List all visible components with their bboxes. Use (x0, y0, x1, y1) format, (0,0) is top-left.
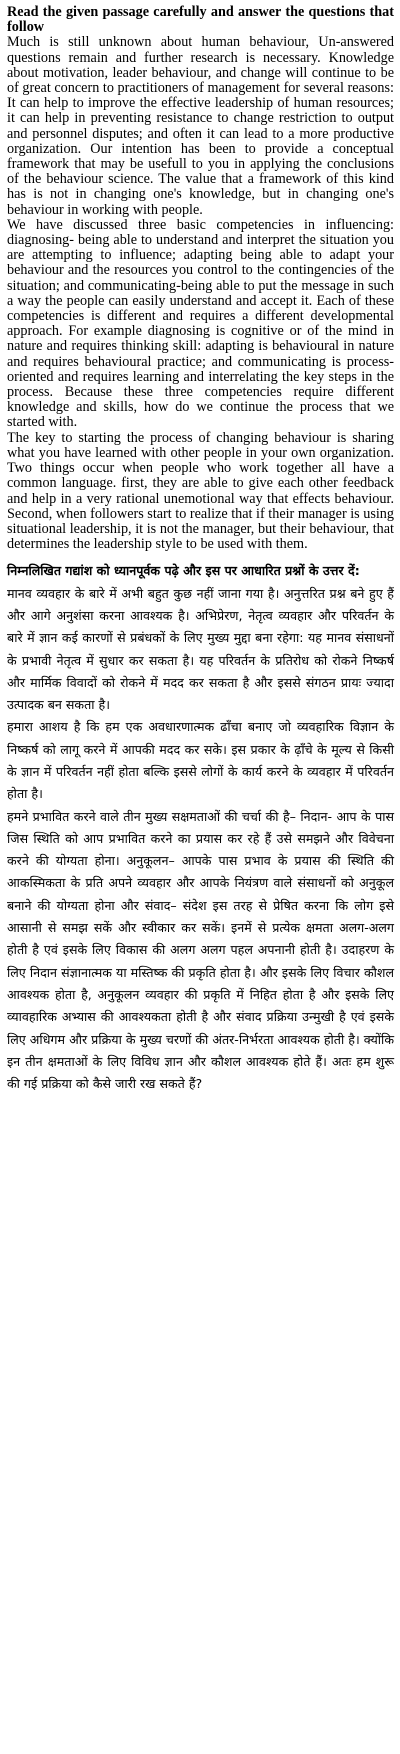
hindi-paragraph: मानव व्यवहार के बारे में अभी बहुत कुछ नहीं जाना गया है। अनुत्तरित प्रश्न बने हुए हैं और आगे अनुशंसा करना आवश्यक है। अभिप्रेरण, नेतृत्व व्यवहार और परिवर्तन के बारे में ज्ञान कई कारणों से प्रबंधकों के लिए मुख्य मुद्दा बना रहेगा: यह मानव संसाधनों के प्रभावी नेतृत्व में सुधार कर सकता है। यह परिवर्तन के प्रतिरोध को रोकने निष्कर्ष और मार्मिक विवादों को रोकने में मदद कर सकता है और इससे संगठन प्रायः ज्यादा उत्पादक बन सकता है। (7, 585, 394, 713)
english-paragraph: We have discussed three basic competencies in influencing: diagnosing- being able to understand and interpret the situation you are attempting to influence; adapting being able to adapt your behaviour and the resources you control to the contingencies of the situation; and communicating-being able to put the message in such a way the people can easily understand and accept it. Each of these competencies is different and requires a different developmental approach. For example diagnosing is cognitive or of the mind in nature and requires thinking skill: adapting is behavioural in nature and requires behavioural practice; and communicating is process- oriented and requires learning and interrelating the key steps in the process. Because these three competencies require different knowledge and skills, how do we continue the process that we started with. (7, 216, 394, 431)
english-paragraph: Much is still unknown about human behaviour, Un-answered questions remain and further research is necessary. Knowledge about motivation, leader behaviour, and change will continue to be of great concern to practitioners of management for several reasons: It can help to improve the effective leadership of human resources; it can help in preventing resistance to change restriction to output and personnel disputes; and often it can lead to a more productive organization. Our intention has been to provide a conceptual framework that may be usefull to you in applying the conclusions of the behaviour science. The value that a framework of this kind has is not in changing one's knowledge, but in changing one's behaviour in working with people. (7, 34, 394, 218)
hindi-heading: निम्नलिखित गद्यांश को ध्यानपूर्वक पढ़े और इस पर आधारित प्रश्नों के उत्तर दें: (7, 563, 360, 579)
english-heading: Read the given passage carefully and answer the questions that follow (7, 4, 394, 36)
hindi-passage (7, 560, 394, 1095)
english-paragraph: The key to starting the process of changing behaviour is sharing what you have learned with other people in your own organization. Two things occur when people who work together all have a common language. first, they are able to give each other feedback and help in a very rational unemotional way that effects behaviour. Second, when followers start to realize that if their manager is using situational leadership, it is not the manager, but their behaviour, that determines the leadership style to be used with them. (7, 429, 394, 553)
hindi-paragraph: हमारा आशय है कि हम एक अवधारणात्मक ढाँचा बनाए जो व्यवहारिक विज्ञान के निष्कर्ष को लागू करने में आपकी मदद कर सके। इस प्रकार के ढ़ाँचे के मूल्य से किसी के ज्ञान में परिवर्तन नहीं होता बल्कि इससे लोगों के कार्य करने के व्यवहार में परिवर्तन होता है। (7, 719, 394, 802)
hindi-paragraph: हमने प्रभावित करने वाले तीन मुख्य सक्षमताओं की चर्चा की है– निदान- आप के पास जिस स्थिति को आप प्रभावित करने का प्रयास कर रहे हैं उसे समझने और विवेचना करने की योग्यता होना। अनुकूलन– आपके पास प्रभाव के प्रयास की स्थिति की आकस्मिकता के प्रति अपने व्यवहार और आपके नियंत्रण वाले संसाधनों को अनुकूल बनाने की योग्यता होना और संवाद– संदेश इस तरह से प्रेषित करना कि लोग इसे आसानी से समझ सकें और स्वीकार कर सकें। इनमें से प्रत्येक क्षमता अलग-अलग होती है एवं इसके लिए विकास की अलग अलग पहल अपनानी होती है। उदाहरण के लिए निदान संज्ञानात्मक या मस्तिष्क की प्रकृति होता है। और इसके लिए विचार कौशल आवश्यक होता है, अनुकूलन व्यवहार की प्रकृति में निहित होता है और इसके लिए व्यावहारिक अभ्यास की आवश्यकता होती है और संवाद प्रक्रिया उन्मुखी है एवं इसके लिए अधिगम और प्रक्रिया के मुख्य चरणों की अंतर-निर्भरता आवश्यक होती है। क्योंकि इन तीन क्षमताओं के लिए विविध ज्ञान और कौशल आवश्यक होते हैं। अतः हम शुरू की गई प्रक्रिया को कैसे जारी रख सकते हैं? (7, 808, 394, 1092)
english-passage (7, 5, 394, 552)
